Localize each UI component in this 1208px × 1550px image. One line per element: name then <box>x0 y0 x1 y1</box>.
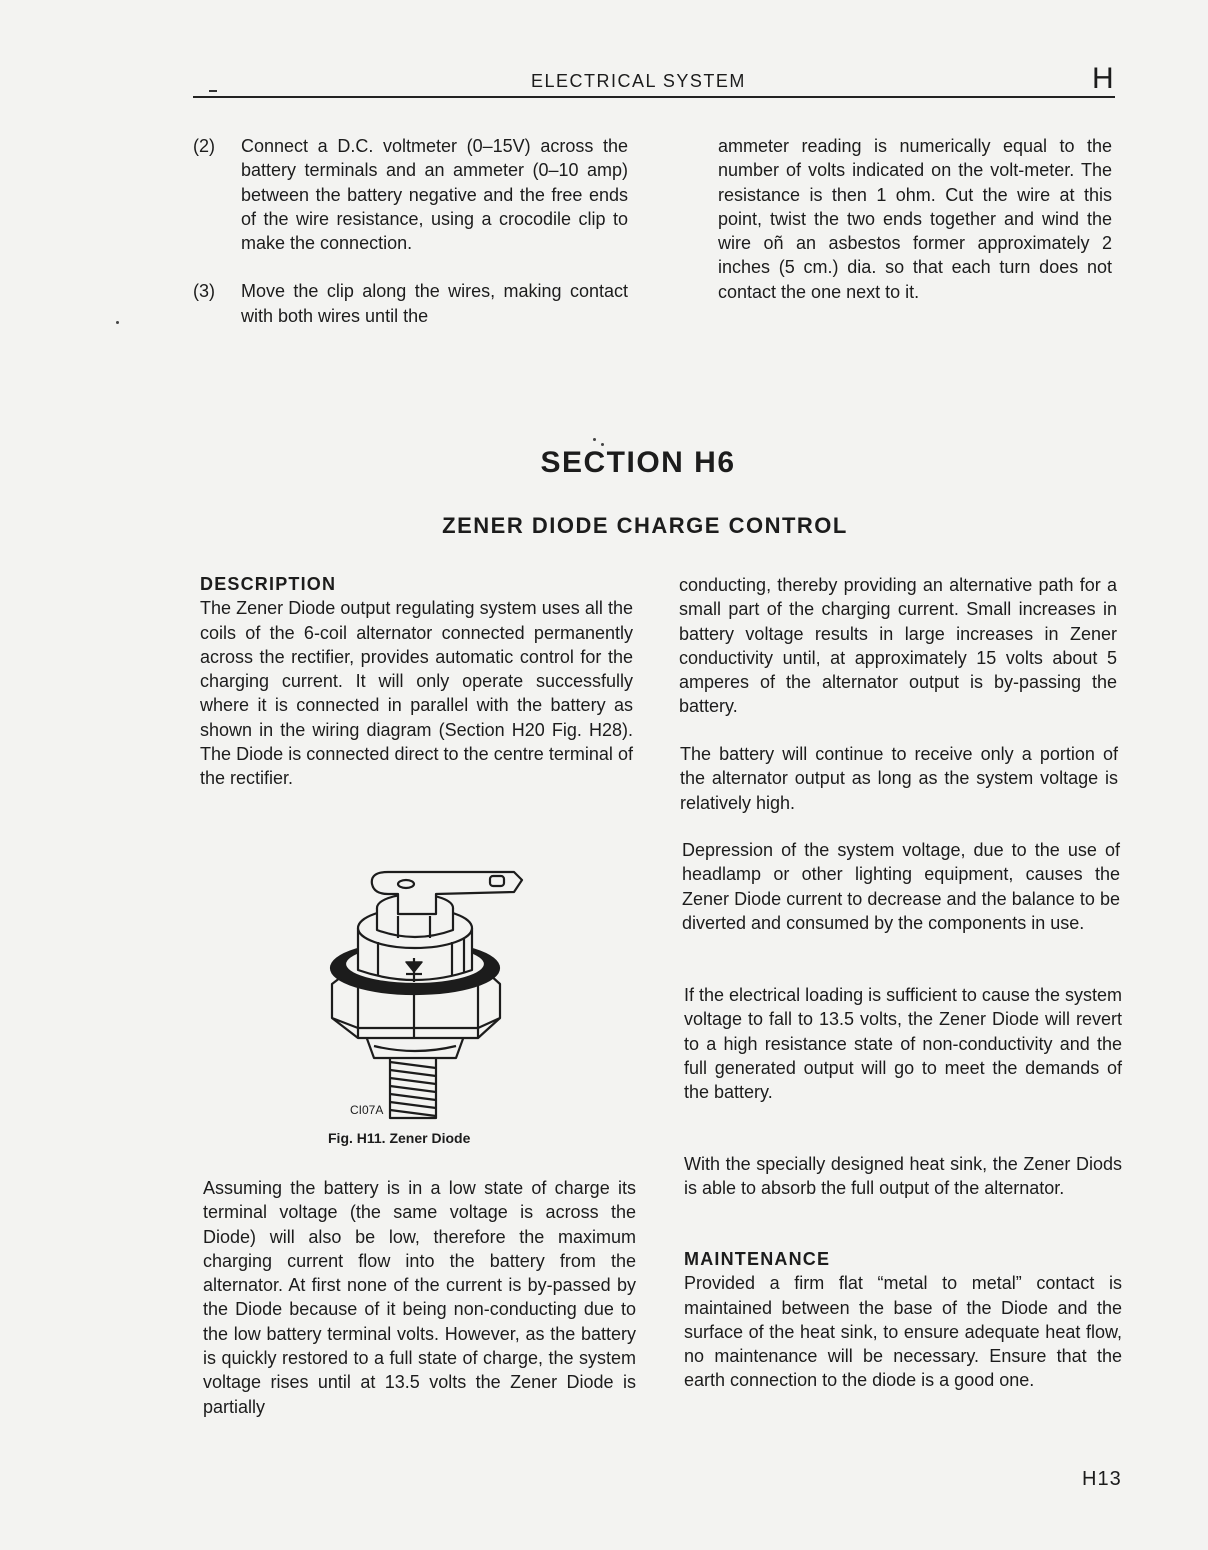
top-left-column <box>193 134 628 328</box>
page-number: H13 <box>1082 1468 1122 1490</box>
right-para-2 <box>680 742 1118 815</box>
maintenance-text: Provided a firm flat “metal to metal” contact is maintained between the base of the Diode and the surface of the heat sink, to ensure adequate heat flow, no maintenance will be necessary. Ensure that the earth connection to the diode is a good one. <box>684 1273 1122 1391</box>
zener-diode-illustration <box>318 858 528 1120</box>
running-header-letter: H <box>1092 62 1114 95</box>
item-text: Connect a D.C. voltmeter (0–15V) across the battery terminals and an ammeter (0–10 amp) between the battery negative and the free ends of the wire resistance, using a crocodile clip to make the connection. <box>241 136 628 254</box>
body-text: If the electrical loading is sufficient to cause the system voltage to fall to 13.5 volts, the Zener Diode will revert to a high resistance state of non-conductivity and the full generated output will go to meet the demands of the battery. <box>684 985 1122 1103</box>
header-mark <box>209 90 217 92</box>
top-right-column <box>718 134 1112 304</box>
left-bottom-block <box>203 1176 636 1419</box>
item-number: (3) <box>193 281 215 302</box>
body-text: With the specially designed heat sink, the Zener Diods is able to absorb the full output of the alternator. <box>684 1154 1122 1199</box>
scan-speck <box>116 321 119 324</box>
description-heading: DESCRIPTION <box>200 574 337 594</box>
right-para-3 <box>682 838 1120 935</box>
header-rule <box>193 96 1115 98</box>
body-text: Depression of the system voltage, due to the use of headlamp or other lighting equipment, causes the Zener Diode current to decrease and the balance to be diverted and consumed by the components in use. <box>682 840 1120 933</box>
running-header-title: ELECTRICAL SYSTEM <box>531 71 746 91</box>
right-para-1 <box>679 573 1117 719</box>
body-text: conducting, thereby providing an alternative path for a small part of the charging current. Small increases in battery voltage results in large increases in Zener conductivity until, at approximately 15 volts about 5 amperes of the alternator output is by-passing the battery. <box>679 575 1117 717</box>
figure-caption: Fig. H11. Zener Diode <box>328 1130 471 1146</box>
continuation-text: ammeter reading is numerically equal to the number of volts indicated on the volt-meter. The resistance is then 1 ohm. Cut the wire at this point, twist the two ends together and wind the wire oñ an asbestos former approximately 2 inches (5 cm.) dia. so that each turn does not contact the one next to it. <box>718 136 1112 302</box>
body-text: Assuming the battery is in a low state of charge its terminal voltage (the same voltage is across the Diode) will also be low, therefore the maximum charging current flow into the battery from the alternator. At first none of the current is by-passed by the Diode because of it being non-conducting due to the low battery terminal volts. However, as the battery is quickly restored to a full state of charge, the system voltage rises until at 13.5 volts the Zener Diode is partially <box>203 1178 636 1417</box>
figure-code: CI07A <box>350 1103 384 1117</box>
item-text: Move the clip along the wires, making contact with both wires until the <box>241 281 628 326</box>
description-text: The Zener Diode output regulating system uses all the coils of the 6-coil alternator connected permanently across the rectifier, provides automatic control for the charging current. It will only operate successfully where it is connected in parallel with the battery as shown in the wiring diagram (Section H20 Fig. H28). The Diode is connected direct to the centre terminal of the rectifier. <box>200 598 633 789</box>
body-text: The battery will continue to receive only a portion of the alternator output as long as the system voltage is relatively high. <box>680 744 1118 813</box>
right-para-5 <box>684 1152 1122 1201</box>
description-block <box>200 572 633 791</box>
maintenance-heading: MAINTENANCE <box>684 1249 831 1269</box>
item-number: (2) <box>193 136 215 156</box>
scan-speck <box>593 438 596 441</box>
right-para-4 <box>684 983 1122 1104</box>
list-item <box>193 134 628 255</box>
maintenance-block <box>684 1247 1122 1393</box>
list-item <box>193 279 628 328</box>
scan-speck <box>601 443 604 446</box>
section-title: SECTION H6 <box>540 446 736 479</box>
section-subtitle: ZENER DIODE CHARGE CONTROL <box>442 513 848 538</box>
